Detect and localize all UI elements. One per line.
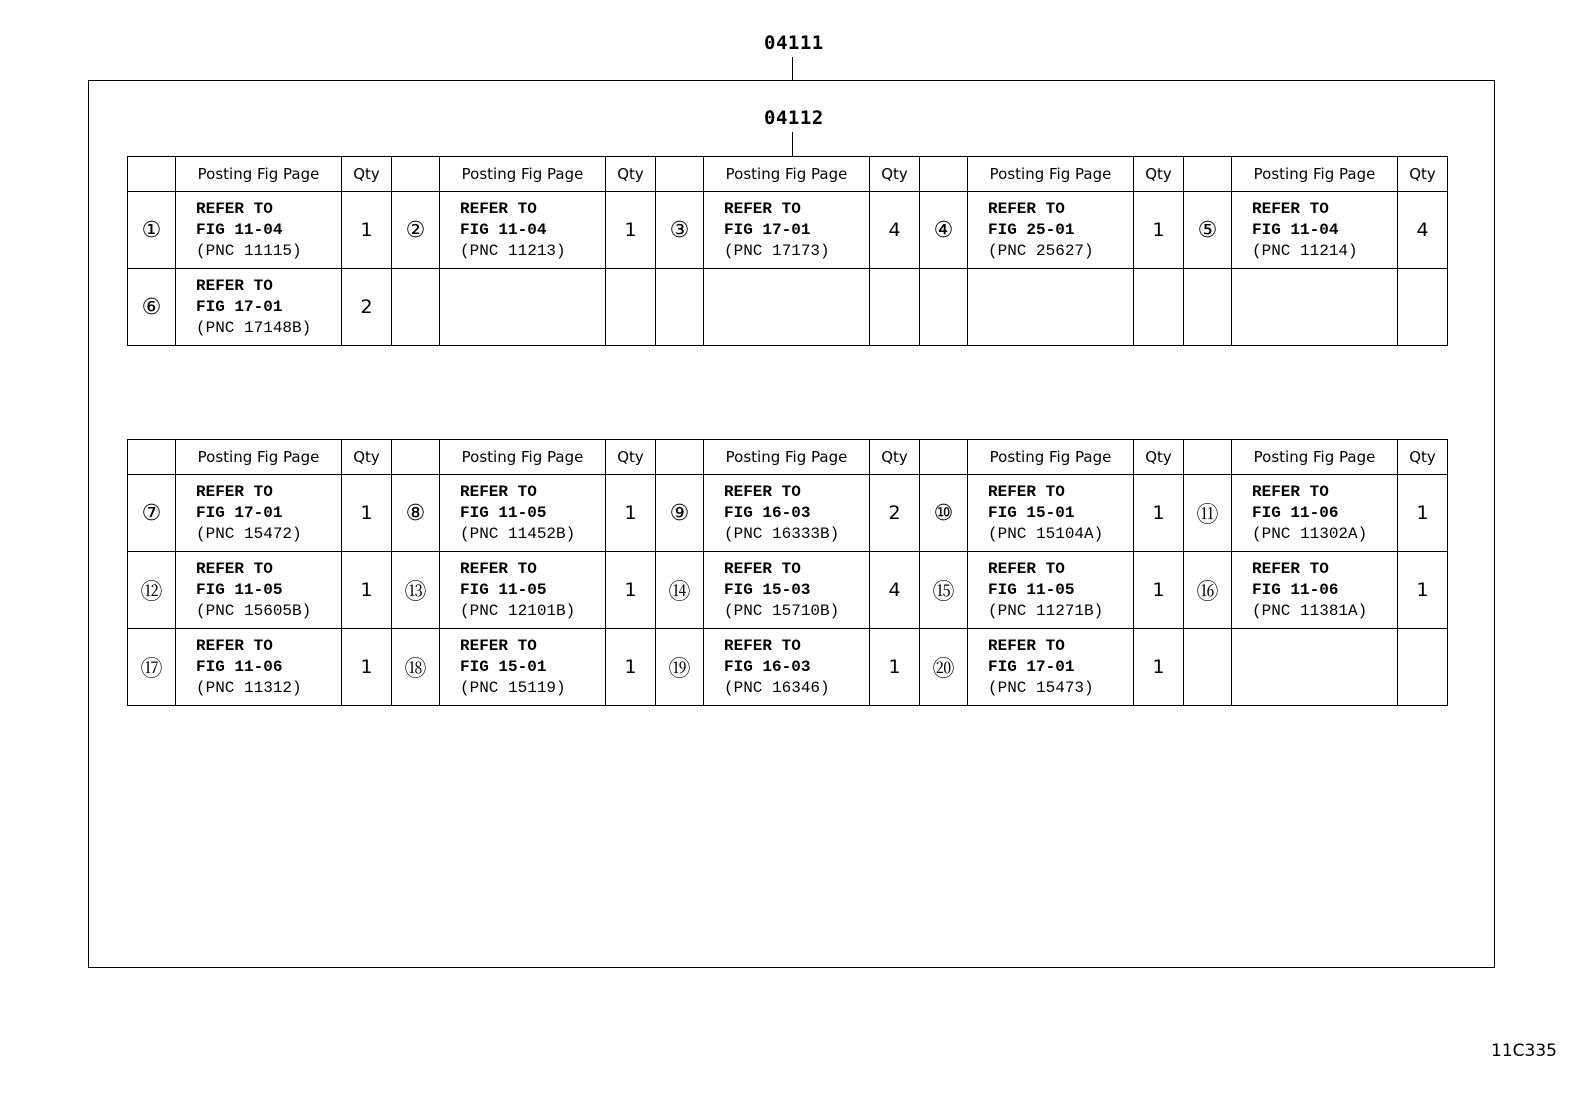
fig-reference: FIG 15-01 — [988, 503, 1075, 522]
table-row — [128, 269, 1448, 346]
posting-reference-cell — [968, 629, 1134, 706]
header-posting-fig-page: Posting Fig Page — [1232, 157, 1398, 192]
item-number: ① — [128, 192, 176, 269]
fig-reference: FIG 11-06 — [196, 657, 283, 676]
pnc-reference: (PNC 11115) — [196, 241, 302, 260]
refer-to-text: REFER TO — [1252, 559, 1329, 578]
outer-leader-line — [792, 57, 793, 80]
refer-to-text: REFER TO — [196, 199, 273, 218]
refer-to-text: REFER TO — [988, 559, 1065, 578]
reference-table-2 — [127, 439, 1448, 706]
quantity-cell: 1 — [1134, 552, 1184, 629]
item-number: ⑤ — [1184, 192, 1232, 269]
figure-code: 11C335 — [1491, 1041, 1557, 1061]
quantity-cell: 4 — [1398, 192, 1448, 269]
fig-reference: FIG 17-01 — [988, 657, 1075, 676]
header-posting-fig-page: Posting Fig Page — [968, 440, 1134, 475]
posting-reference-cell — [176, 192, 342, 269]
header-index-cell — [1184, 157, 1232, 192]
fig-reference: FIG 17-01 — [724, 220, 811, 239]
item-number: ⑥ — [128, 269, 176, 346]
outer-part-number: 04111 — [764, 32, 824, 54]
posting-reference-cell — [176, 475, 342, 552]
posting-reference-cell — [1232, 552, 1398, 629]
item-number: ⑭ — [656, 552, 704, 629]
header-index-cell — [1184, 440, 1232, 475]
posting-reference-cell — [1232, 629, 1398, 706]
header-qty: Qty — [1134, 440, 1184, 475]
refer-to-text: REFER TO — [460, 559, 537, 578]
refer-to-text: REFER TO — [724, 482, 801, 501]
header-posting-fig-page: Posting Fig Page — [440, 440, 606, 475]
header-posting-fig-page: Posting Fig Page — [968, 157, 1134, 192]
header-qty: Qty — [342, 440, 392, 475]
fig-reference: FIG 11-05 — [460, 503, 547, 522]
inner-leader-line — [792, 132, 793, 156]
refer-to-text: REFER TO — [460, 199, 537, 218]
quantity-cell: 1 — [870, 629, 920, 706]
table-header-row — [128, 157, 1448, 192]
pnc-reference: (PNC 15605B) — [196, 601, 312, 620]
posting-reference-cell — [176, 552, 342, 629]
header-posting-fig-page: Posting Fig Page — [704, 157, 870, 192]
item-number: ⑫ — [128, 552, 176, 629]
refer-to-text: REFER TO — [988, 199, 1065, 218]
table-header-row — [128, 440, 1448, 475]
header-qty: Qty — [1134, 157, 1184, 192]
item-number — [1184, 269, 1232, 346]
item-number: ⑱ — [392, 629, 440, 706]
quantity-cell: 1 — [606, 475, 656, 552]
refer-to-text: REFER TO — [196, 482, 273, 501]
pnc-reference: (PNC 16346) — [724, 678, 830, 697]
quantity-cell: 2 — [870, 475, 920, 552]
quantity-cell — [606, 269, 656, 346]
header-qty: Qty — [870, 440, 920, 475]
item-number — [392, 269, 440, 346]
item-number — [1184, 629, 1232, 706]
item-number: ⑦ — [128, 475, 176, 552]
pnc-reference: (PNC 15104A) — [988, 524, 1104, 543]
pnc-reference: (PNC 11214) — [1252, 241, 1358, 260]
fig-reference: FIG 11-05 — [460, 580, 547, 599]
item-number: ⑩ — [920, 475, 968, 552]
quantity-cell: 1 — [1398, 475, 1448, 552]
pnc-reference: (PNC 12101B) — [460, 601, 576, 620]
quantity-cell — [870, 269, 920, 346]
fig-reference: FIG 16-03 — [724, 503, 811, 522]
table-row — [128, 552, 1448, 629]
item-number: ⑪ — [1184, 475, 1232, 552]
quantity-cell: 1 — [1134, 629, 1184, 706]
quantity-cell: 4 — [870, 552, 920, 629]
pnc-reference: (PNC 11271B) — [988, 601, 1104, 620]
posting-reference-cell — [1232, 192, 1398, 269]
item-number: ⑮ — [920, 552, 968, 629]
item-number: ⑳ — [920, 629, 968, 706]
refer-to-text: REFER TO — [196, 276, 273, 295]
pnc-reference: (PNC 15473) — [988, 678, 1094, 697]
header-index-cell — [656, 157, 704, 192]
item-number — [920, 269, 968, 346]
fig-reference: FIG 15-03 — [724, 580, 811, 599]
header-index-cell — [128, 157, 176, 192]
refer-to-text: REFER TO — [196, 559, 273, 578]
quantity-cell — [1134, 269, 1184, 346]
header-index-cell — [920, 440, 968, 475]
item-number: ② — [392, 192, 440, 269]
pnc-reference: (PNC 17173) — [724, 241, 830, 260]
refer-to-text: REFER TO — [724, 636, 801, 655]
quantity-cell: 1 — [342, 192, 392, 269]
quantity-cell: 1 — [342, 552, 392, 629]
table-row — [128, 192, 1448, 269]
quantity-cell: 1 — [342, 629, 392, 706]
table-row — [128, 475, 1448, 552]
header-qty: Qty — [870, 157, 920, 192]
fig-reference: FIG 11-04 — [196, 220, 283, 239]
posting-reference-cell — [704, 552, 870, 629]
posting-reference-cell — [440, 475, 606, 552]
item-number: ③ — [656, 192, 704, 269]
posting-reference-cell — [176, 629, 342, 706]
item-number: ⑧ — [392, 475, 440, 552]
quantity-cell: 1 — [606, 552, 656, 629]
header-index-cell — [128, 440, 176, 475]
fig-reference: FIG 11-05 — [196, 580, 283, 599]
quantity-cell — [1398, 629, 1448, 706]
pnc-reference: (PNC 15472) — [196, 524, 302, 543]
header-posting-fig-page: Posting Fig Page — [1232, 440, 1398, 475]
refer-to-text: REFER TO — [460, 482, 537, 501]
quantity-cell: 1 — [1134, 475, 1184, 552]
posting-reference-cell — [968, 552, 1134, 629]
refer-to-text: REFER TO — [196, 636, 273, 655]
fig-reference: FIG 11-04 — [1252, 220, 1339, 239]
posting-reference-cell — [1232, 269, 1398, 346]
posting-reference-cell — [968, 192, 1134, 269]
pnc-reference: (PNC 15710B) — [724, 601, 840, 620]
header-posting-fig-page: Posting Fig Page — [704, 440, 870, 475]
quantity-cell: 1 — [606, 629, 656, 706]
item-number: ④ — [920, 192, 968, 269]
fig-reference: FIG 11-05 — [988, 580, 1075, 599]
header-qty: Qty — [342, 157, 392, 192]
pnc-reference: (PNC 11452B) — [460, 524, 576, 543]
posting-reference-cell — [704, 192, 870, 269]
refer-to-text: REFER TO — [460, 636, 537, 655]
fig-reference: FIG 17-01 — [196, 297, 283, 316]
header-index-cell — [920, 157, 968, 192]
header-posting-fig-page: Posting Fig Page — [440, 157, 606, 192]
quantity-cell: 1 — [606, 192, 656, 269]
item-number: ⑬ — [392, 552, 440, 629]
item-number: ⑯ — [1184, 552, 1232, 629]
header-index-cell — [656, 440, 704, 475]
posting-reference-cell — [704, 475, 870, 552]
fig-reference: FIG 15-01 — [460, 657, 547, 676]
inner-part-number: 04112 — [764, 107, 824, 129]
posting-reference-cell — [704, 269, 870, 346]
header-index-cell — [392, 440, 440, 475]
header-posting-fig-page: Posting Fig Page — [176, 157, 342, 192]
posting-reference-cell — [440, 552, 606, 629]
posting-reference-cell — [176, 269, 342, 346]
header-qty: Qty — [1398, 440, 1448, 475]
item-number — [656, 269, 704, 346]
header-index-cell — [392, 157, 440, 192]
item-number: ⑲ — [656, 629, 704, 706]
header-qty: Qty — [606, 157, 656, 192]
pnc-reference: (PNC 11213) — [460, 241, 566, 260]
posting-reference-cell — [440, 269, 606, 346]
refer-to-text: REFER TO — [1252, 482, 1329, 501]
refer-to-text: REFER TO — [724, 559, 801, 578]
quantity-cell: 1 — [1134, 192, 1184, 269]
posting-reference-cell — [704, 629, 870, 706]
refer-to-text: REFER TO — [988, 482, 1065, 501]
fig-reference: FIG 11-06 — [1252, 503, 1339, 522]
pnc-reference: (PNC 25627) — [988, 241, 1094, 260]
pnc-reference: (PNC 15119) — [460, 678, 566, 697]
header-posting-fig-page: Posting Fig Page — [176, 440, 342, 475]
quantity-cell — [1398, 269, 1448, 346]
posting-reference-cell — [1232, 475, 1398, 552]
pnc-reference: (PNC 17148B) — [196, 318, 312, 337]
pnc-reference: (PNC 11381A) — [1252, 601, 1368, 620]
header-qty: Qty — [1398, 157, 1448, 192]
quantity-cell: 1 — [1398, 552, 1448, 629]
table-row — [128, 629, 1448, 706]
fig-reference: FIG 11-06 — [1252, 580, 1339, 599]
refer-to-text: REFER TO — [988, 636, 1065, 655]
quantity-cell: 4 — [870, 192, 920, 269]
quantity-cell: 2 — [342, 269, 392, 346]
fig-reference: FIG 16-03 — [724, 657, 811, 676]
pnc-reference: (PNC 11302A) — [1252, 524, 1368, 543]
quantity-cell: 1 — [342, 475, 392, 552]
posting-reference-cell — [440, 629, 606, 706]
refer-to-text: REFER TO — [1252, 199, 1329, 218]
item-number: ⑰ — [128, 629, 176, 706]
pnc-reference: (PNC 16333B) — [724, 524, 840, 543]
fig-reference: FIG 25-01 — [988, 220, 1075, 239]
item-number: ⑨ — [656, 475, 704, 552]
pnc-reference: (PNC 11312) — [196, 678, 302, 697]
fig-reference: FIG 17-01 — [196, 503, 283, 522]
fig-reference: FIG 11-04 — [460, 220, 547, 239]
posting-reference-cell — [968, 269, 1134, 346]
header-qty: Qty — [606, 440, 656, 475]
refer-to-text: REFER TO — [724, 199, 801, 218]
posting-reference-cell — [440, 192, 606, 269]
posting-reference-cell — [968, 475, 1134, 552]
reference-table-1 — [127, 156, 1448, 346]
